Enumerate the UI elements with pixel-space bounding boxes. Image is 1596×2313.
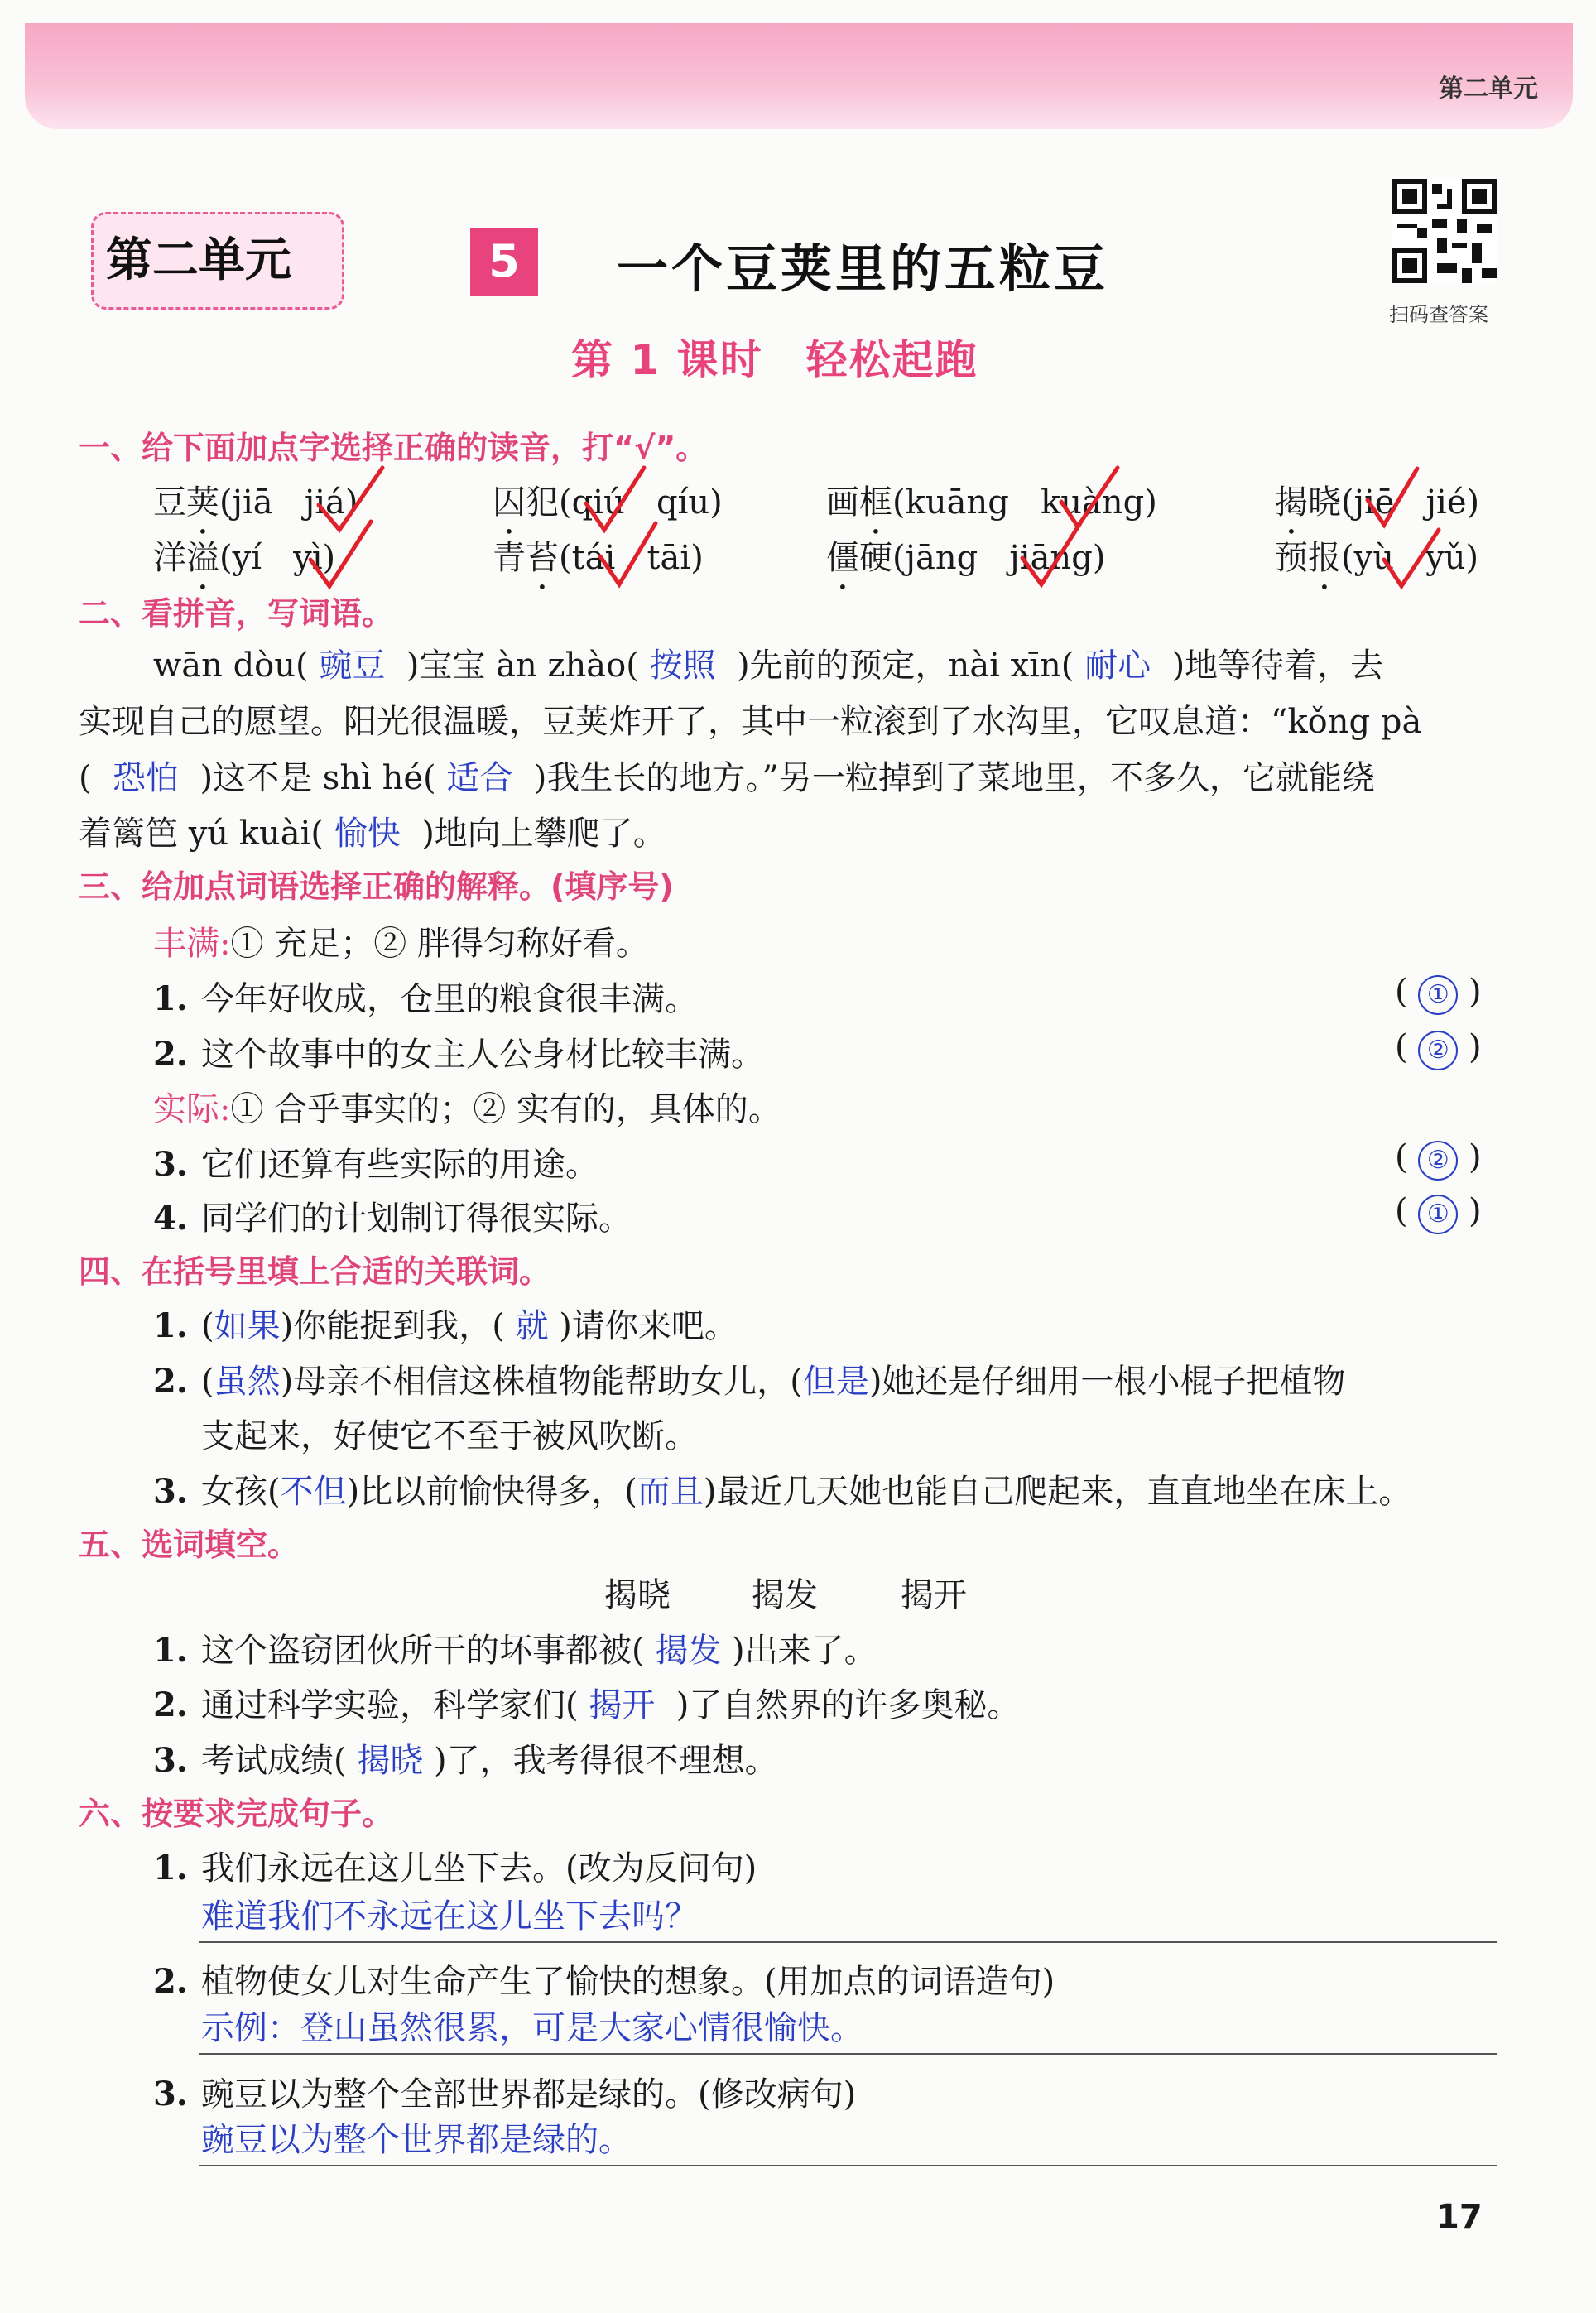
s3-a4: ( ① ) — [1395, 1192, 1482, 1234]
section-6-heading: 六、按要求完成句子。 — [79, 1796, 394, 1832]
answer-line — [199, 2165, 1497, 2166]
answer-line — [199, 1941, 1497, 1943]
item-yangyi: 洋溢(yí yì) — [153, 539, 336, 577]
section-3-heading: 三、给加点词语选择正确的解释。(填序号) — [79, 868, 674, 905]
qr-caption: 扫码查答案 — [1389, 303, 1488, 326]
s6-a2: 示例：登山虽然很累，可是大家心情很愉快。 — [201, 2009, 863, 2047]
s2-line-3: ( 恐怕 )这不是 shì hé( 适合 )我生长的地方。”另一粒掉到了菜地里，不多久，它就能绕 — [79, 759, 1375, 797]
word-choice-3: 揭开 — [901, 1576, 967, 1614]
section-2-heading: 二、看拼音，写词语。 — [79, 595, 394, 632]
word-choice-2: 揭发 — [752, 1576, 818, 1614]
section-5-heading: 五、选词填空。 — [79, 1527, 300, 1563]
s3-a3: ( ② ) — [1395, 1138, 1482, 1181]
item-jiexiao: 揭晓(jiē jié) — [1275, 483, 1480, 522]
s6-q2: 2. 植物使女儿对生命产生了愉快的想象。(用加点的词语造句) — [153, 1962, 1055, 2001]
s3-q3: 3. 它们还算有些实际的用途。 — [153, 1145, 598, 1184]
s6-q3: 3. 豌豆以为整个全部世界都是绿的。(修改病句) — [153, 2075, 857, 2113]
item-qiufan: 囚犯(qiú qíu) — [493, 483, 723, 522]
qr-code-icon[interactable] — [1392, 179, 1497, 283]
item-doujia: 豆荚(jiā jiá) — [153, 483, 358, 522]
s3-q4: 4. 同学们的计划制订得很实际。 — [153, 1199, 632, 1238]
s5-q3: 3. 考试成绩( 揭晓 )了，我考得很不理想。 — [153, 1741, 778, 1780]
s5-q1: 1. 这个盗窃团伙所干的坏事都被( 揭发 )出来了。 — [153, 1631, 877, 1670]
def-shiji: 实际:① 合乎事实的；② 实有的，具体的。 — [153, 1090, 781, 1128]
lesson-subtitle: 第 1 课时 轻松起跑 — [571, 336, 978, 384]
s6-a3: 豌豆以为整个世界都是绿的。 — [201, 2121, 632, 2159]
word-choice-1: 揭晓 — [604, 1576, 671, 1614]
s3-q2: 2. 这个故事中的女主人公身材比较丰满。 — [153, 1035, 764, 1074]
s4-q2-cont: 支起来，好使它不至于被风吹断。 — [201, 1417, 698, 1455]
s6-a1: 难道我们不永远在这儿坐下去吗？ — [201, 1897, 698, 1936]
item-huakuang: 画框(kuāng kuàng) — [826, 483, 1157, 522]
s5-q2: 2. 通过科学实验，科学家们( 揭开 )了自然界的许多奥秘。 — [153, 1685, 1021, 1724]
s6-q1: 1. 我们永远在这儿坐下去。(改为反问句) — [153, 1849, 757, 1887]
item-yubao: 预报(yù yǔ) — [1275, 539, 1479, 577]
def-fengman: 丰满:① 充足；② 胖得匀称好看。 — [153, 925, 649, 963]
lesson-number: 5 — [470, 228, 538, 296]
section-1-heading: 一、给下面加点字选择正确的读音，打“√”。 — [79, 430, 708, 466]
s4-q3: 3. 女孩(不但)比以前愉快得多，(而且)最近几天她也能自己爬起来，直直地坐在床上。 — [153, 1472, 1412, 1511]
item-jiangying: 僵硬(jāng jiāng) — [826, 539, 1106, 577]
header-unit-label: 第二单元 — [1439, 75, 1538, 103]
item-qingtai: 青苔(tái tāi) — [493, 539, 704, 577]
s4-q1: 1. (如果)你能捉到我，( 就 )请你来吧。 — [153, 1306, 738, 1345]
s3-a2: ( ② ) — [1395, 1028, 1482, 1070]
s3-q1: 1. 今年好收成，仓里的粮食很丰满。 — [153, 979, 698, 1018]
page-number: 17 — [1436, 2198, 1483, 2236]
s4-q2: 2. (虽然)母亲不相信这株植物能帮助女儿，(但是)她还是仔细用一根小棍子把植物 — [153, 1362, 1346, 1401]
s3-a1: ( ① ) — [1395, 973, 1482, 1015]
lesson-title: 一个豆荚里的五粒豆 — [617, 238, 1109, 299]
answer-line — [199, 2053, 1497, 2055]
s2-line-4: 着篱笆 yú kuài( 愉快 )地向上攀爬了。 — [79, 815, 666, 853]
section-4-heading: 四、在括号里填上合适的关联词。 — [79, 1253, 551, 1290]
header-band — [25, 23, 1573, 129]
s2-line-2: 实现自己的愿望。阳光很温暖，豆荚炸开了，其中一粒滚到了水沟里，它叹息道：“kǒng pà — [79, 703, 1422, 741]
unit-label: 第二单元 — [106, 233, 291, 287]
s2-line-1: wān dòu( 豌豆 )宝宝 àn zhào( 按照 )先前的预定，nài xīn( 耐心 )地等待着，去 — [153, 647, 1384, 685]
